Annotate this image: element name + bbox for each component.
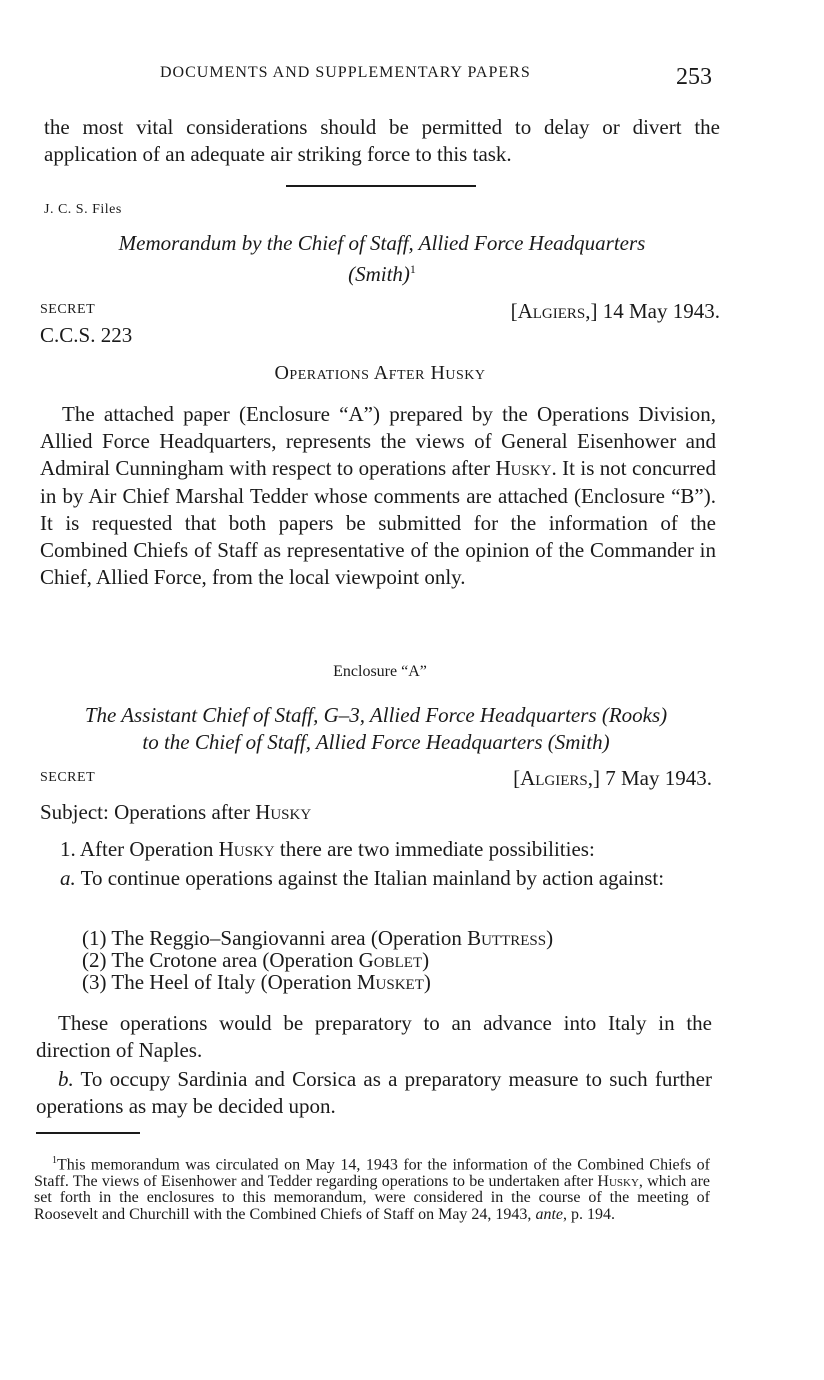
option-number: (1)	[82, 926, 107, 950]
memo-doc-number: C.C.S. 223	[40, 323, 133, 347]
memo-body-operation: Husky	[495, 456, 552, 481]
subject-prefix: Subject: Operations after	[40, 800, 256, 824]
continuation-paragraph: the most vital considerations should be permitted to delay or divert the application of an adequate air striking force to this task.	[44, 115, 720, 166]
list-item	[82, 949, 722, 971]
memo-title-author: (Smith)	[348, 262, 410, 286]
option-close: )	[423, 970, 431, 994]
enclosure-dateline: [Algiers,] 7 May 1943.	[513, 766, 712, 790]
footnote-marker: 1	[52, 1155, 57, 1166]
memo-classification: SECRET	[40, 302, 96, 317]
item-a	[36, 865, 712, 892]
item-1	[60, 837, 595, 862]
enclosure-title-line1: The Assistant Chief of Staff, G–3, Allied Force Headquarters (Rooks)	[84, 703, 668, 727]
option-text: The Reggio–Sangiovanni area (Operation	[111, 926, 468, 950]
footnote-divider	[36, 1132, 140, 1134]
list-item	[82, 927, 722, 949]
item-a-text: To continue operations against the Italian mainland by action against:	[75, 866, 665, 890]
running-header: DOCUMENTS AND SUPPLEMENTARY PAPERS	[160, 64, 531, 81]
item-a-letter: a.	[60, 866, 76, 890]
subject-operation: Husky	[255, 800, 312, 824]
item-1-suffix: there are two immediate possibilities:	[274, 837, 595, 861]
footnote-text-3: , p. 194.	[562, 1205, 615, 1223]
option-number: (3)	[82, 970, 107, 994]
memo-place: Algiers,	[517, 299, 591, 323]
option-operation: Buttress	[467, 926, 547, 950]
memo-body-text-1: The attached paper (Enclosure “A”) prepared by the Operations Division, Allied Force Headquarters, represents the views of General Eisenhower and Admiral Cunningham with respect to operations after	[40, 402, 716, 481]
memo-title	[40, 230, 724, 287]
enclosure-label: Enclosure “A”	[333, 663, 427, 680]
file-label: J. C. S. Files	[44, 202, 122, 217]
option-text: The Crotone area (Operation	[111, 948, 359, 972]
list-item	[82, 971, 722, 993]
enclosure-subject	[40, 800, 311, 825]
enclosure-date: 7 May 1943.	[605, 766, 712, 790]
enclosure-classification: SECRET	[40, 770, 96, 785]
footnote-text-2: , which are set forth in the enclosures to this memorandum, were considered in the course of the meeting of Roosevelt and Churchill with the Combined Chiefs of Staff on May 24, 1943,	[34, 1172, 711, 1223]
memo-subject-heading: Operations After Husky	[274, 362, 486, 384]
enclosure-title	[34, 702, 718, 756]
memo-body-text-2: . It is not concurred in by Air Chief Marshal Tedder whose comments are attached (Enclosure “B”). It is requested that both papers be submitted for the information of the Combined Chiefs of Staff as representative of the opinion of the Commander in Chief, Allied Force, from the local viewpoint only.	[40, 456, 716, 590]
enclosure-place: Algiers,	[520, 766, 593, 790]
item-1-operation: Husky	[218, 837, 275, 861]
memo-body	[40, 401, 716, 591]
option-close: )	[422, 948, 430, 972]
memo-dateline: [Algiers,] 14 May 1943.	[510, 299, 720, 323]
footnote-text-1: This memorandum was circulated on May 14, 1943 for the information of the Combined Chiefs of Staff. The views of Eisenhower and Tedder regarding operations to be undertaken after	[34, 1156, 710, 1190]
item-b	[36, 1066, 712, 1120]
item-b-letter: b.	[58, 1067, 74, 1091]
item-b-text: To occupy Sardinia and Corsica as a preparatory measure to such further operations as may be decided upon.	[36, 1067, 712, 1118]
option-operation: Goblet	[358, 948, 423, 972]
options-list	[82, 927, 722, 993]
memo-date: 14 May 1943.	[602, 299, 720, 323]
footnote-reference: 1	[409, 262, 416, 276]
footnote-operation: Husky	[597, 1172, 639, 1190]
section-divider	[286, 185, 476, 187]
footnote	[34, 1153, 710, 1223]
preparatory-paragraph: These operations would be preparatory to an advance into Italy in the direction of Naples.	[36, 1011, 712, 1062]
option-close: )	[546, 926, 554, 950]
option-operation: Musket	[356, 970, 424, 994]
memo-title-line2	[40, 256, 724, 287]
item-1-prefix: 1. After Operation	[60, 837, 219, 861]
memo-title-line1: Memorandum by the Chief of Staff, Allied Force Headquarters	[118, 231, 646, 255]
option-text: The Heel of Italy (Operation	[111, 970, 357, 994]
page-number: 253	[676, 64, 712, 90]
option-number: (2)	[82, 948, 107, 972]
footnote-ante: ante	[535, 1205, 563, 1223]
enclosure-title-line2: to the Chief of Staff, Allied Force Headquarters (Smith)	[142, 730, 610, 754]
